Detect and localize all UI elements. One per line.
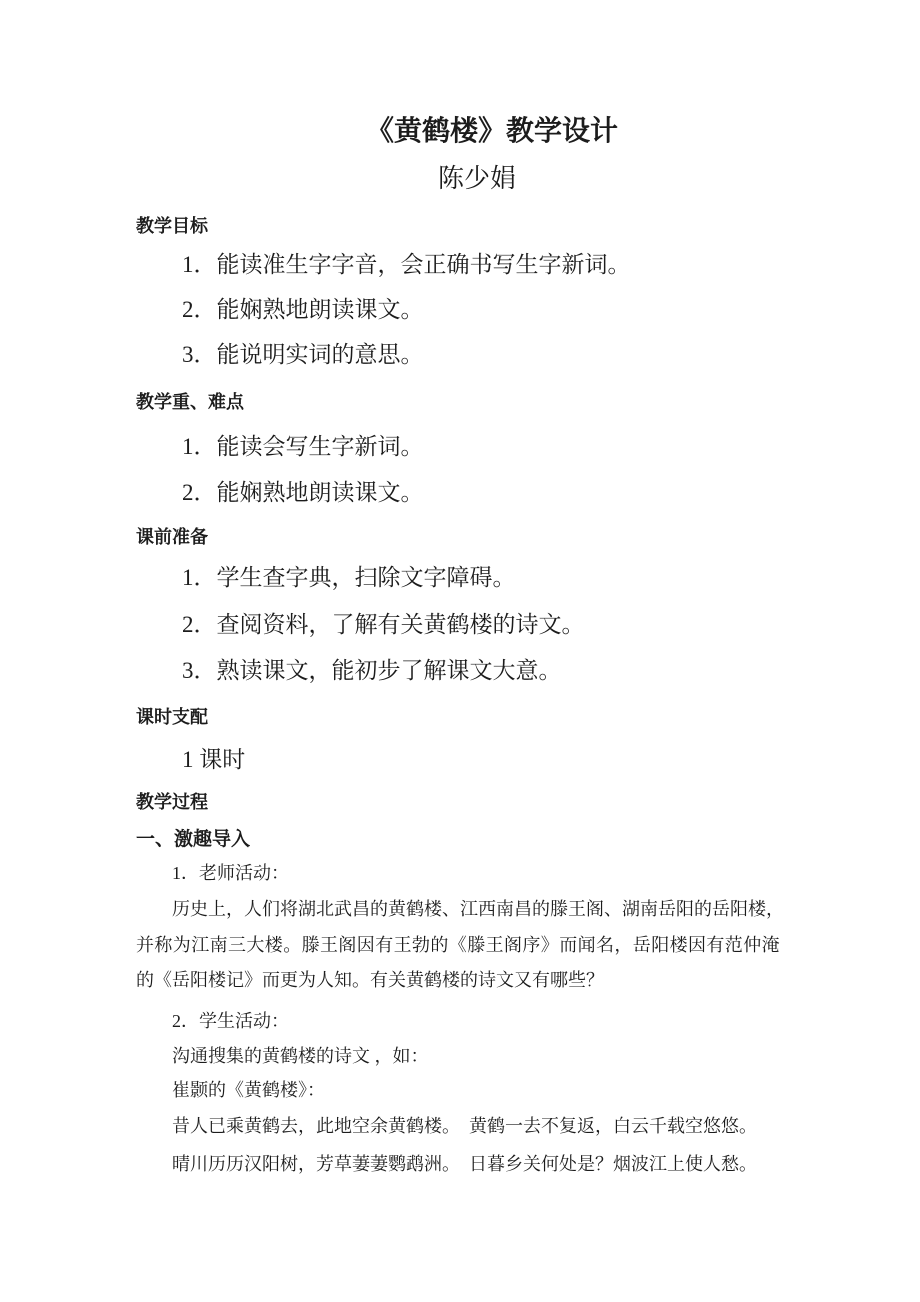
objective-item-2: 2．能娴熟地朗读课文。 bbox=[182, 297, 424, 322]
key-point-item-1: 1．能读会写生字新词。 bbox=[182, 434, 424, 459]
student-activity-line-2: 崔颢的《黄鹤楼》： bbox=[172, 1080, 325, 1100]
teacher-activity-line-1: 历史上，人们将湖北武昌的黄鹤楼、江西南昌的滕王阁、湖南岳阳的岳阳楼， bbox=[172, 899, 784, 919]
key-point-item-2: 2．能娴熟地朗读课文。 bbox=[182, 480, 424, 505]
student-activity-label: 2．学生活动： bbox=[172, 1011, 289, 1031]
teacher-activity-label: 1．老师活动： bbox=[172, 863, 289, 883]
document-title: 《黄鹤楼》教学设计 bbox=[366, 116, 619, 147]
heading-teaching-process: 教学过程 bbox=[136, 792, 208, 812]
objective-item-3: 3．能说明实词的意思。 bbox=[182, 342, 424, 367]
heading-pre-class-preparation: 课前准备 bbox=[136, 527, 208, 547]
author-name: 陈少娟 bbox=[438, 164, 517, 193]
teacher-activity-line-3: 的《岳阳楼记》而更为人知。有关黄鹤楼的诗文又有哪些？ bbox=[136, 970, 604, 990]
process-step-1-heading: 一、激趣导入 bbox=[136, 829, 251, 850]
heading-key-difficult-points: 教学重、难点 bbox=[136, 392, 244, 412]
preparation-item-1: 1．学生查字典，扫除文字障碍。 bbox=[182, 565, 516, 590]
preparation-item-3: 3．熟读课文，能初步了解课文大意。 bbox=[182, 658, 562, 683]
objective-item-1: 1．能读准生字字音，会正确书写生字新词。 bbox=[182, 252, 631, 277]
heading-teaching-objectives: 教学目标 bbox=[136, 216, 208, 236]
heading-class-hours: 课时支配 bbox=[136, 707, 208, 727]
preparation-item-2: 2．查阅资料，了解有关黄鹤楼的诗文。 bbox=[182, 612, 585, 637]
teacher-activity-line-2: 并称为江南三大楼。滕王阁因有王勃的《滕王阁序》而闻名，岳阳楼因有范仲淹 bbox=[136, 935, 780, 955]
student-activity-line-1: 沟通搜集的黄鹤楼的诗文 ，如： bbox=[172, 1046, 429, 1066]
class-hours-value: 1 课时 bbox=[182, 747, 246, 772]
student-activity-line-3: 昔人已乘黄鹤去，此地空余黄鹤楼。 黄鹤一去不复返，白云千载空悠悠。 bbox=[172, 1116, 757, 1136]
student-activity-line-4: 晴川历历汉阳树，芳草萋萋鹦鹉洲。 日暮乡关何处是？烟波江上使人愁。 bbox=[172, 1154, 757, 1174]
